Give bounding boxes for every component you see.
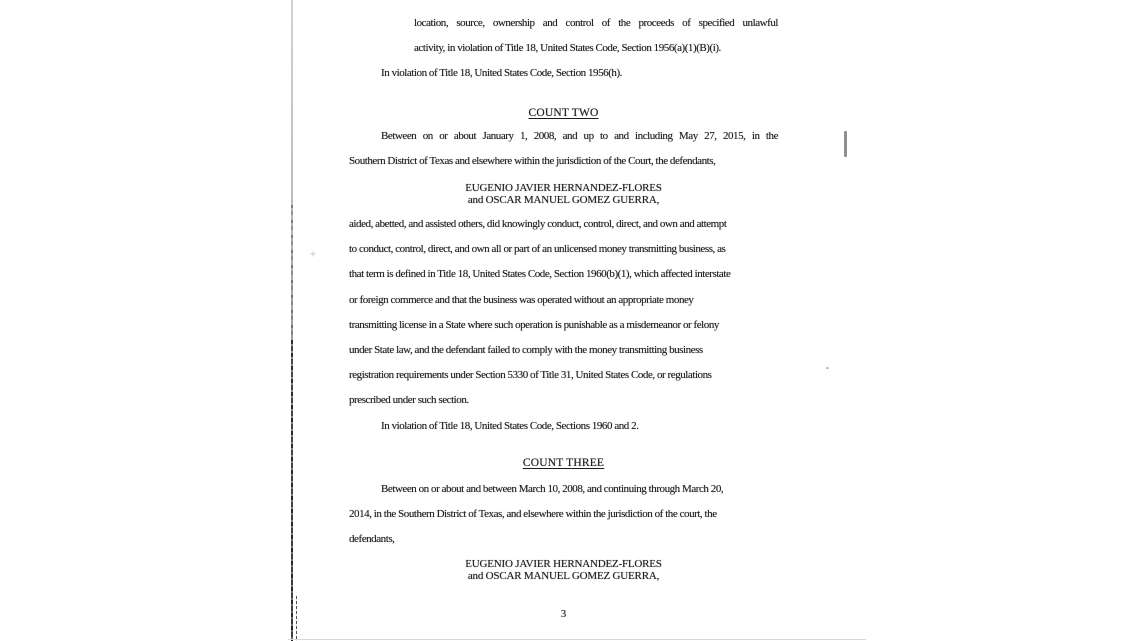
text-line: aided, abetted, and assisted others, did knowingly conduct, control, direct, and own and attempt bbox=[349, 218, 727, 230]
text-line: under State law, and the defendant failed to comply with the money transmitting business bbox=[349, 344, 703, 357]
text-line: activity, in violation of Title 18, United States Code, Section 1956(a)(1)(B)(i). bbox=[414, 42, 721, 55]
defendant-names-count-three bbox=[349, 558, 778, 583]
scan-edge-dashes-second bbox=[296, 596, 298, 641]
scan-speck-dot bbox=[826, 367, 829, 369]
text-line: or foreign commerce and that the business was operated without an appropriate money bbox=[349, 293, 694, 306]
text-line: to conduct, control, direct, and own all or part of an unlicensed money transmitting business, as bbox=[349, 243, 726, 256]
count-two-charge-paragraph bbox=[349, 212, 778, 414]
page-number: 3 bbox=[560, 608, 567, 620]
text-line: location, source, ownership and control of the proceeds of specified unlawful bbox=[414, 17, 778, 29]
defendant-names-count-two bbox=[349, 182, 778, 207]
count-three-heading bbox=[349, 451, 778, 476]
count-two-heading bbox=[349, 101, 778, 126]
scan-edge-dashes-upper bbox=[291, 205, 293, 340]
heading-text: COUNT THREE bbox=[522, 457, 605, 469]
text-line: transmitting license in a State where such operation is punishable as a misdemeanor or felony bbox=[349, 318, 719, 331]
defendant-name-line: and OSCAR MANUEL GOMEZ GUERRA, bbox=[467, 570, 660, 583]
scan-bottom-page-edge bbox=[288, 639, 866, 641]
count-two-opening-paragraph bbox=[349, 124, 778, 174]
text-line: registration requirements under Section 5330 of Title 31, United States Code, or regulations bbox=[349, 369, 712, 382]
violation-statement-count-two bbox=[349, 414, 778, 439]
text-line: 2014, in the Southern District of Texas, and elsewhere within the jurisdiction of the court, the bbox=[349, 508, 717, 521]
text-line: Southern District of Texas and elsewhere within the jurisdiction of the Court, the defendants, bbox=[349, 155, 716, 168]
violation-statement-count-one bbox=[349, 61, 778, 86]
text-line: prescribed under such section. bbox=[349, 394, 469, 407]
scan-speck-plus: + bbox=[310, 249, 317, 260]
defendant-name-line: EUGENIO JAVIER HERNANDEZ-FLORES bbox=[465, 182, 662, 194]
defendant-name-line: and OSCAR MANUEL GOMEZ GUERRA, bbox=[467, 194, 660, 207]
count-three-opening-paragraph bbox=[349, 477, 778, 553]
text-line: Between on or about and between March 10, 2008, and continuing through March 20, bbox=[381, 483, 724, 495]
scan-right-margin-mark bbox=[844, 131, 847, 157]
text-line: In violation of Title 18, United States Code, Section 1956(h). bbox=[381, 67, 622, 79]
scan-edge-dashes-lower bbox=[291, 340, 293, 641]
heading-text: COUNT TWO bbox=[528, 107, 599, 119]
text-line: In violation of Title 18, United States Code, Sections 1960 and 2. bbox=[381, 420, 639, 432]
text-line: that term is defined in Title 18, United States Code, Section 1960(b)(1), which affected interstate bbox=[349, 268, 731, 281]
text-line: defendants, bbox=[349, 533, 395, 546]
text-line: Between on or about January 1, 2008, and up to and including May 27, 2015, in the bbox=[381, 130, 778, 142]
defendant-name-line: EUGENIO JAVIER HERNANDEZ-FLORES bbox=[465, 558, 662, 570]
paragraph-continuation bbox=[349, 11, 778, 61]
